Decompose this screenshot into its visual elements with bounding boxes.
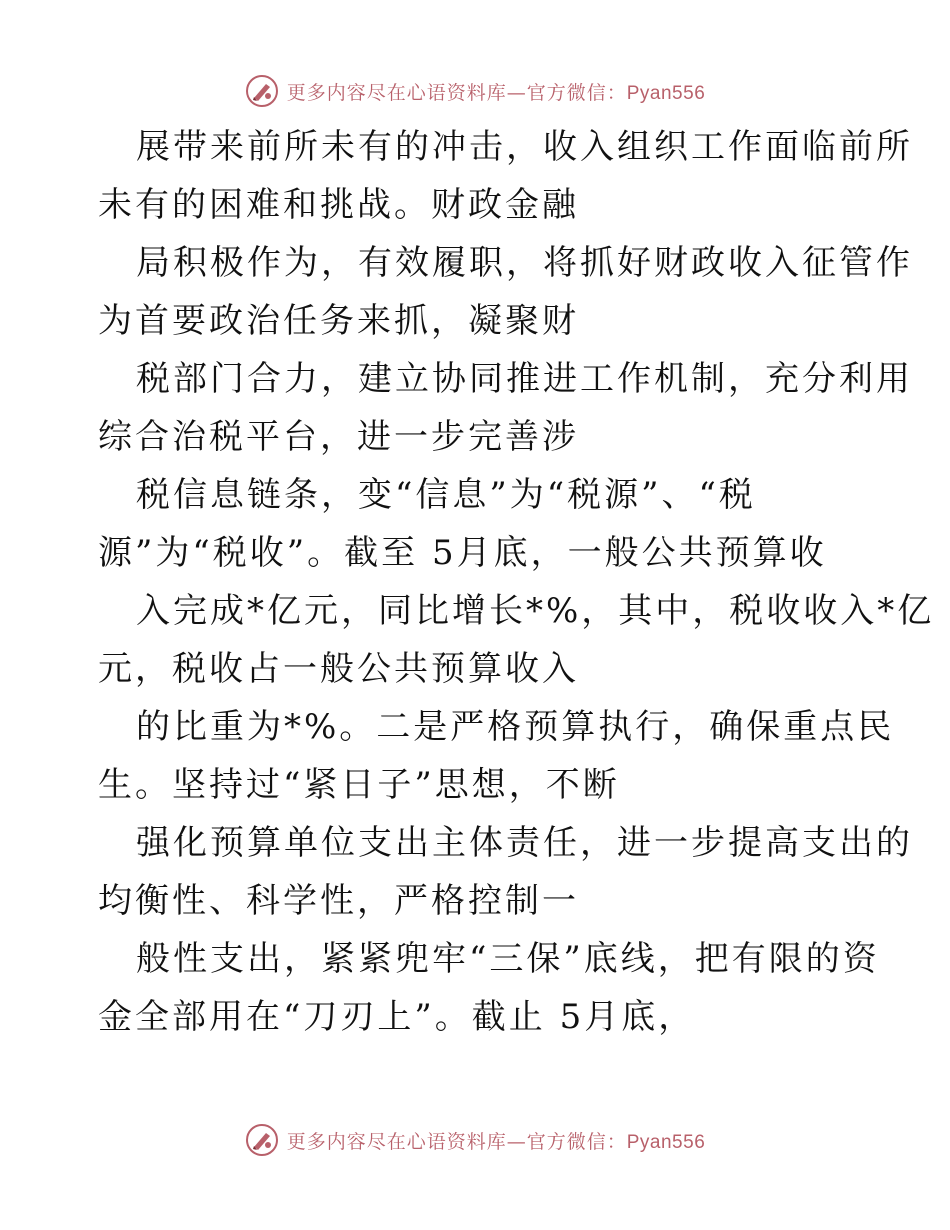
paragraph [98, 814, 913, 930]
paragraph [98, 466, 858, 582]
text-line: 强化预算单位支出主体责任，进一步提高支出的 [136, 823, 913, 863]
paragraph [98, 234, 913, 350]
pen-seal-logo-icon [245, 1123, 279, 1157]
text-line: 为首要政治任务来抓，凝聚财 [98, 301, 579, 341]
paragraph [98, 118, 913, 234]
text-line: 综合治税平台，进一步完善涉 [98, 417, 579, 457]
paragraph [98, 582, 935, 698]
watermark-wechat-id: Pyan556 [626, 82, 706, 104]
pen-seal-logo-icon [245, 74, 279, 108]
text-line: 未有的困难和挑战。财政金融 [98, 185, 579, 225]
text-line: 般性支出，紧紧兜牢“三保”底线，把有限的资 [136, 939, 880, 979]
text-line: 税信息链条，变“信息”为“税源”、“税 [136, 475, 756, 515]
watermark-text: 更多内容尽在心语资料库—官方微信：Pyan556 [286, 1130, 706, 1153]
paragraph [98, 930, 880, 1046]
text-line: 元，税收占一般公共预算收入 [98, 649, 579, 689]
paragraph [98, 698, 895, 814]
text-line: 局积极作为，有效履职，将抓好财政收入征管作 [136, 243, 913, 283]
text-line: 税部门合力，建立协同推进工作机制，充分利用 [136, 359, 913, 399]
text-line: 源”为“税收”。截至 5月底，一般公共预算收 [98, 533, 827, 573]
text-line: 的比重为*%。二是严格预算执行，确保重点民 [136, 707, 895, 747]
header-watermark [0, 71, 950, 111]
watermark-text: 更多内容尽在心语资料库—官方微信：Pyan556 [286, 81, 706, 104]
footer-watermark [0, 1120, 950, 1160]
paragraph [98, 350, 913, 466]
document-body [98, 118, 935, 1046]
text-line: 入完成*亿元，同比增长*%，其中，税收收入*亿 [136, 591, 935, 631]
watermark-wechat-id: Pyan556 [626, 1131, 706, 1153]
text-line: 均衡性、科学性，严格控制一 [98, 881, 579, 921]
text-line: 生。坚持过“紧日子”思想，不断 [98, 765, 620, 805]
text-line: 金全部用在“刀刃上”。截止 5月底， [98, 997, 696, 1037]
text-line: 展带来前所未有的冲击，收入组织工作面临前所 [136, 127, 913, 167]
